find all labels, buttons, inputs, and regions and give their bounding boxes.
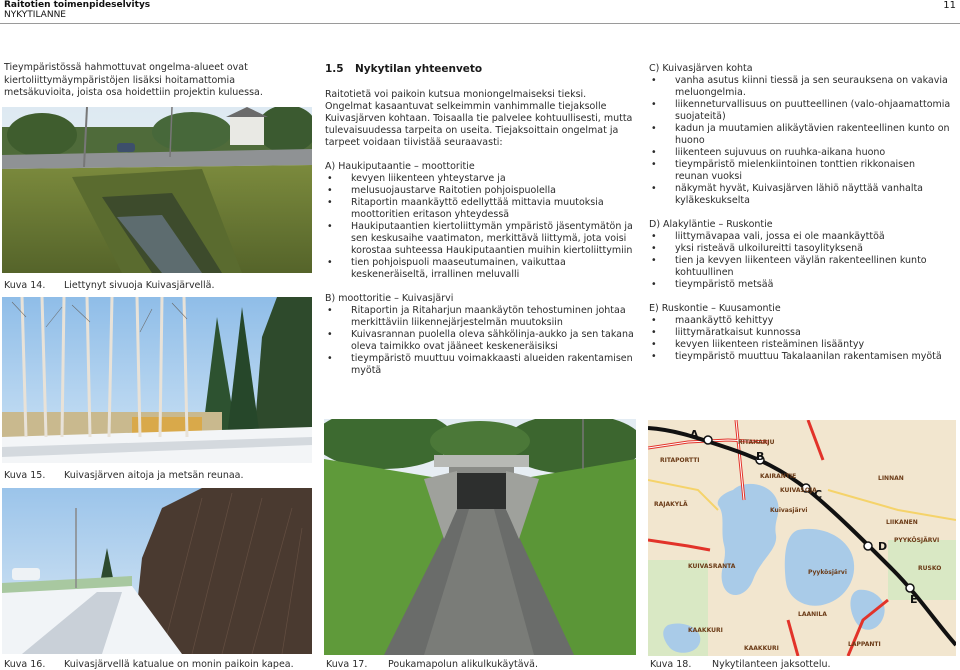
caption-number: Kuva 18. — [650, 659, 692, 670]
photo-narrow-street — [2, 488, 312, 654]
intro-paragraph: Tieympäristössä hahmottuvat ongelma-alueet ovat kiertoliittymäympäristöjen lisäksi hoitamattomia metsäkuvioita, joista osa hoidettiin projektin kuluessa. — [4, 62, 263, 98]
caption-text: Kuivasjärvellä katualue on monin paikoin kapea. — [64, 659, 294, 670]
segment-c — [649, 63, 951, 207]
place-label: LAPPANTI — [848, 641, 881, 648]
place-label: KAAKKURI — [688, 627, 723, 634]
list-item: • Haukiputaantien kiertoliittymän ympäristö jäsentymätön ja sen keskusaihe vaatimaton, merkittävä liittymä, jota voisi korostaa suhteessa Haukiputaantien muihin kiertoliittymiin — [325, 221, 635, 257]
place-label: Kuivasjärvi — [770, 507, 808, 514]
segment-d-title: D) Alakyläntie – Ruskontie — [649, 219, 773, 230]
section-heading — [325, 63, 482, 75]
segment-a — [325, 161, 635, 281]
place-label: LIIKANEN — [886, 519, 918, 526]
list-item: • tieympäristö muuttuu Takalaanilan rakentamisen myötä — [649, 351, 951, 363]
place-label: RUSKO — [918, 565, 942, 572]
list-item: • liittymävapaa vali, jossa ei ole maankäyttöä — [649, 231, 951, 243]
place-label: KAIRANTIE — [760, 473, 797, 480]
segment-b — [325, 293, 635, 377]
page-number: 11 — [943, 0, 956, 11]
segment-d — [649, 219, 951, 291]
place-label: RITAPORTTI — [660, 457, 700, 464]
map-label-a: A — [690, 428, 699, 441]
place-label: RITAHARJU — [738, 439, 775, 446]
segment-map — [648, 420, 956, 656]
segment-b-list — [325, 305, 635, 377]
list-item: • yksi risteävä ulkoilureitti tasoylityksenä — [649, 243, 951, 255]
caption-number: Kuva 17. — [326, 659, 368, 670]
list-item: • liikenteen sujuvuus on ruuhka-aikana huono — [649, 147, 951, 159]
place-label: LINNAN — [878, 475, 904, 482]
list-item: • liittymäratkaisut kunnossa — [649, 327, 951, 339]
summary-column — [325, 89, 635, 377]
section-number: 1.5 — [325, 63, 344, 75]
caption-kuva17 — [326, 659, 538, 670]
caption-text: Poukamapolun alikulkukäytävä. — [388, 659, 538, 670]
caption-text: Nykytilanteen jaksottelu. — [712, 659, 831, 670]
document-subtitle: NYKYTILANNE — [4, 10, 66, 20]
caption-kuva16 — [4, 659, 294, 670]
list-item: • tien ja kevyen liikenteen väylän rakenteellinen kunto kohtuullinen — [649, 255, 951, 279]
document-title: Raitotien toimenpideselvitys — [4, 0, 151, 10]
list-item: • maankäyttö kehittyy — [649, 315, 951, 327]
list-item: • kevyen liikenteen yhteystarve ja — [325, 173, 635, 185]
map-label-d: D — [878, 540, 888, 553]
list-item: • kevyen liikenteen risteäminen lisääntyy — [649, 339, 951, 351]
segment-d-list — [649, 231, 951, 291]
segment-a-title: A) Haukiputaantie – moottoritie — [325, 161, 475, 172]
place-label: Pyykösjärvi — [808, 569, 847, 576]
list-item: • melusuojaustarve Raitotien pohjoispuolella — [325, 185, 635, 197]
caption-text: Liettynyt sivuoja Kuivasjärvellä. — [64, 280, 215, 291]
place-label: LAANILA — [798, 611, 827, 618]
segment-e — [649, 303, 951, 363]
list-item: • kadun ja muutamien alikäytävien rakenteellinen kunto on huono — [649, 123, 951, 147]
place-label: KAAKKURI — [744, 645, 779, 652]
caption-number: Kuva 14. — [4, 280, 46, 291]
list-item: • tieympäristö mielenkiintoinen tonttien rikkonaisen reunan vuoksi — [649, 159, 951, 183]
section-intro: Raitotietä voi paikoin kutsua moniongelmaiseksi tieksi. Ongelmat kasaantuvat selkeimmin vanhimmalle tiejaksolle Kuivasjärven kohtaan. Toisaalla tie palvelee kohtuullisesti, mutta tulevaisuudessa tarpeita on useita. Tiejaksoittain ongelmat ja tarpeet voidaan tiivistää seuraavasti: — [325, 89, 633, 148]
list-item: • tien pohjoispuoli maaseutumainen, vaikuttaa keskeneräiseltä, irrallinen meluvalli — [325, 257, 635, 281]
segment-b-title: B) moottoritie – Kuivasjärvi — [325, 293, 454, 304]
list-item: • vanha asutus kiinni tiessä ja sen seurauksena on vakavia meluongelmia. — [649, 75, 951, 99]
place-label: RAJAKYLÄ — [654, 501, 688, 508]
header-divider — [0, 23, 960, 24]
list-item: • Ritaportin ja Ritaharjun maankäytön tehostuminen johtaa merkittäviin liikennejärjestelmän muutoksiin — [325, 305, 635, 329]
caption-kuva14 — [4, 280, 215, 291]
map-label-b: B — [756, 450, 765, 463]
photo-underpass — [324, 419, 636, 655]
segment-c-list — [649, 75, 951, 207]
list-item: • Kuivasrannan puolella oleva sähkölinja-aukko ja sen takana oleva taimikko ovat jääneet keskeneräisiksi — [325, 329, 635, 353]
photo-fences-forest — [2, 297, 312, 463]
list-item: • näkymät hyvät, Kuivasjärven lähiö näyttää vanhalta kyläkeskukselta — [649, 183, 951, 207]
section-title: Nykytilan yhteenveto — [355, 63, 483, 75]
photo-ditch — [2, 107, 312, 273]
place-label: KUIVASOJA — [780, 487, 817, 494]
caption-number: Kuva 15. — [4, 470, 46, 481]
place-label: KUIVASRANTA — [688, 563, 736, 570]
caption-number: Kuva 16. — [4, 659, 46, 670]
segment-c-title: C) Kuivasjärven kohta — [649, 63, 753, 74]
segment-e-list — [649, 315, 951, 363]
list-item: • Ritaportin maankäyttö edellyttää mittavia muutoksia moottoritien eritason yhteydessä — [325, 197, 635, 221]
list-item: • tieympäristö metsää — [649, 279, 951, 291]
list-item: • tieympäristö muuttuu voimakkaasti alueiden rakentamisen myötä — [325, 353, 635, 377]
place-label: PYYKÖSJÄRVI — [894, 537, 940, 544]
list-item: • liikenneturvallisuus on puutteellinen (valo-ohjaamattomia suojateitä) — [649, 99, 951, 123]
segment-a-list — [325, 173, 635, 281]
segments-right-column — [649, 63, 951, 363]
map-label-e: E — [910, 593, 918, 606]
caption-text: Kuivasjärven aitoja ja metsän reunaa. — [64, 470, 244, 481]
caption-kuva18 — [650, 659, 831, 670]
caption-kuva15 — [4, 470, 244, 481]
segment-e-title: E) Ruskontie – Kuusamontie — [649, 303, 781, 314]
map-label-c: C — [814, 488, 823, 501]
